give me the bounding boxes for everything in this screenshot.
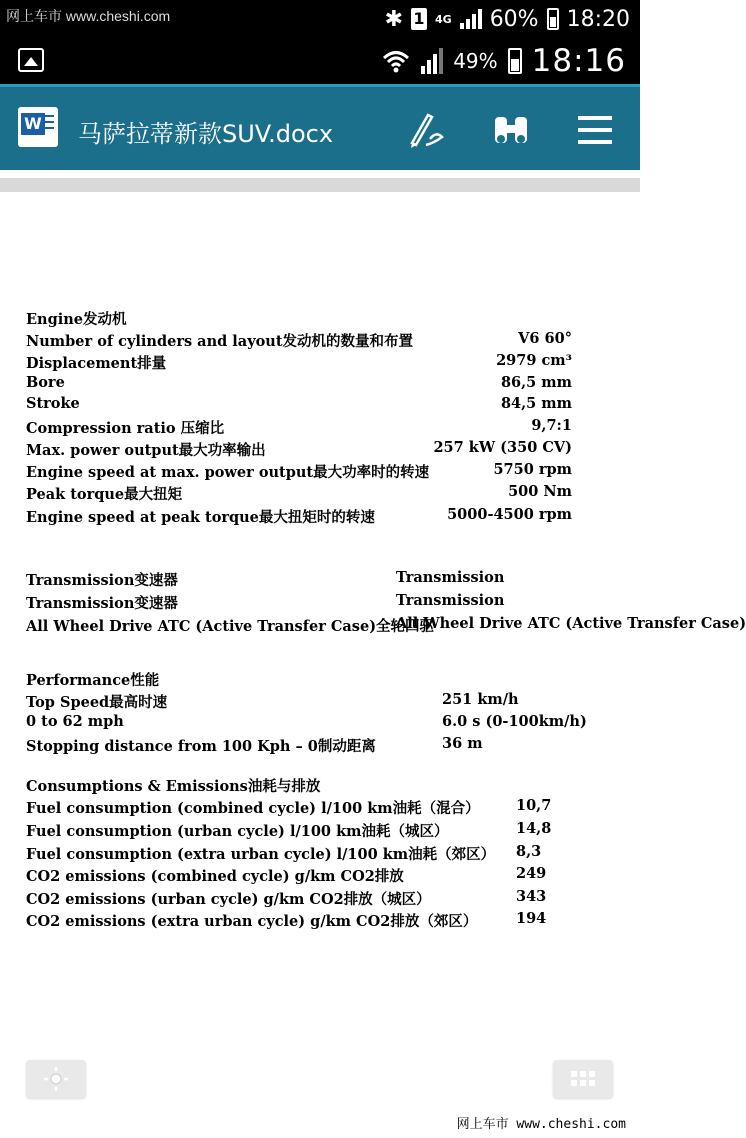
engine-row-value: 86,5 mm [500, 374, 572, 391]
outer-status-bar [0, 0, 640, 38]
consumption-heading: Consumptions & Emissions油耗与排放 [26, 778, 321, 795]
brightness-icon [41, 1064, 71, 1094]
engine-row-label: Peak torque最大扭矩 [26, 486, 183, 503]
inner-status-bar [0, 38, 640, 84]
transmission-row-label: All Wheel Drive ATC (Active Transfer Case)全轮四驱 [26, 618, 435, 635]
engine-row-value: 2979 cm³ [496, 352, 572, 369]
menu-icon[interactable] [574, 109, 616, 151]
grid-icon [568, 1064, 598, 1094]
signal-icon [460, 9, 482, 29]
battery-percent-inner: 49% [453, 49, 498, 73]
performance-row-label: Stopping distance from 100 Kph – 0制动距离 [26, 738, 376, 755]
engine-row-value: V6 60° [518, 330, 572, 347]
engine-row-label: Engine speed at peak torque最大扭矩时的转速 [26, 509, 375, 526]
bluetooth-icon: ✱ [384, 6, 403, 32]
performance-row-value: 251 km/h [442, 691, 519, 708]
signal-icon-inner [421, 48, 443, 74]
transmission-row-value: Transmission [396, 592, 505, 609]
engine-row-value: 5000-4500 rpm [447, 506, 572, 523]
battery-percent: 60% [489, 6, 539, 32]
battery-icon [547, 8, 559, 30]
engine-row-label: Bore [26, 374, 65, 391]
transmission-row-value: Transmission [396, 569, 505, 586]
consumption-row-label: Fuel consumption (urban cycle) l/100 km油耗（城区） [26, 823, 449, 840]
transmission-row-label: Transmission变速器 [26, 572, 178, 589]
wifi-icon [381, 48, 411, 74]
grid-view-button[interactable] [553, 1060, 613, 1098]
consumption-row-value: 343 [516, 888, 547, 905]
binoculars-icon[interactable] [490, 109, 532, 151]
consumption-row-label: CO2 emissions (extra urban cycle) g/km CO2排放（郊区） [26, 913, 478, 930]
consumption-row-label: Fuel consumption (combined cycle) l/100 km油耗（混合） [26, 800, 480, 817]
performance-row-value: 6.0 s (0-100km/h) [442, 713, 587, 730]
app-toolbar [0, 84, 640, 170]
performance-row-value: 36 m [442, 735, 483, 752]
consumption-row-value: 14,8 [516, 820, 552, 837]
brightness-button[interactable] [26, 1060, 86, 1098]
engine-heading: Engine发动机 [26, 311, 127, 328]
transmission-row-value: All Wheel Drive ATC (Active Transfer Case) [396, 615, 746, 632]
engine-row-label: Stroke [26, 395, 80, 412]
consumption-row-value: 194 [516, 910, 547, 927]
consumption-row-value: 8,3 [516, 843, 542, 860]
engine-row-value: 5750 rpm [493, 461, 572, 478]
pen-icon[interactable] [404, 109, 446, 151]
engine-row-value: 84,5 mm [500, 395, 572, 412]
document-page[interactable] [0, 192, 746, 1138]
sim-badge: 1 [411, 8, 427, 30]
engine-row-label: Number of cylinders and layout发动机的数量和布置 [26, 333, 414, 350]
performance-heading: Performance性能 [26, 672, 160, 689]
engine-row-label: Max. power output最大功率输出 [26, 442, 266, 459]
performance-row-label: Top Speed最高时速 [26, 694, 168, 711]
engine-row-value: 257 kW (350 CV) [433, 439, 572, 456]
watermark-top: 网上车市 www.cheshi.com [6, 8, 171, 24]
consumption-row-label: CO2 emissions (combined cycle) g/km CO2排放 [26, 868, 404, 885]
clock: 18:20 [566, 6, 630, 32]
gallery-icon [18, 48, 44, 72]
page-top-gap [0, 178, 640, 192]
engine-row-label: Engine speed at max. power output最大功率时的转速 [26, 464, 430, 481]
consumption-row-value: 249 [516, 865, 547, 882]
watermark-bottom: 网上车市 www.cheshi.com [455, 1113, 628, 1132]
engine-row-value: 9,7:1 [531, 417, 572, 434]
clock-inner: 18:16 [531, 43, 626, 79]
performance-row-label: 0 to 62 mph [26, 713, 124, 730]
engine-row-label: Compression ratio 压缩比 [26, 420, 225, 437]
network-type: 4G [435, 12, 452, 26]
battery-icon-inner [508, 48, 522, 74]
word-doc-icon[interactable]: W [18, 107, 58, 147]
document-title: 马萨拉蒂新款SUV.docx [78, 120, 334, 148]
consumption-row-label: Fuel consumption (extra urban cycle) l/100 km油耗（郊区） [26, 846, 496, 863]
engine-row-value: 500 Nm [508, 483, 572, 500]
consumption-row-label: CO2 emissions (urban cycle) g/km CO2排放（城区） [26, 891, 431, 908]
consumption-row-value: 10,7 [516, 797, 552, 814]
transmission-row-label: Transmission变速器 [26, 595, 178, 612]
engine-row-label: Displacement排量 [26, 355, 167, 372]
